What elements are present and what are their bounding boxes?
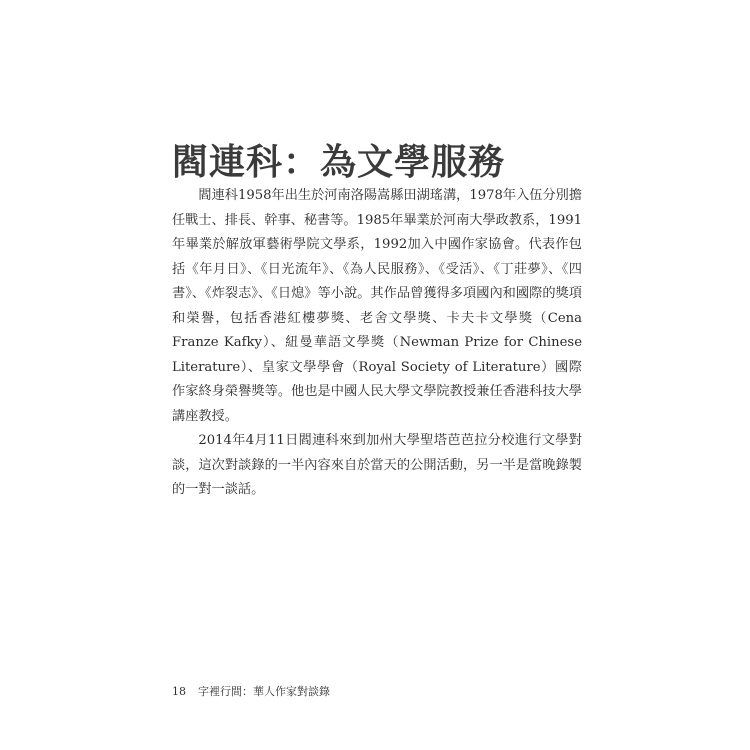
- page-footer: [172, 683, 330, 699]
- paragraph-biography: 閻連科1958年出生於河南洛陽嵩縣田湖瑤溝，1978年入伍分別擔任戰士、排長、幹事、秘書等。1985年畢業於河南大學政教系，1991年畢業於解放軍藝術學院文學系，1992加入中國作家協會。代表作包括《年月日》、《日光流年》、《為人民服務》、《受活》、《丁莊夢》、《四書》、《炸裂志》、《日熄》等小說。其作品曾獲得多項國內和國際的獎項和榮譽，包括香港紅樓夢獎、老舍文學獎、卡夫卡文學獎（Cena Franze Kafky）、紐曼華語文學獎（Newman Prize for Chinese Literature）、皇家文學學會（Royal Society of Literature）國際作家終身榮譽獎等。他也是中國人民大學文學院教授兼任香港科技大學講座教授。: [172, 188, 583, 424]
- running-book-title: 字裡行間：華人作家對談錄: [198, 685, 330, 698]
- body-text: [172, 184, 582, 503]
- page-number: 18: [172, 685, 186, 698]
- paragraph-event: 2014年4月11日閻連科來到加州大學聖塔芭芭拉分校進行文學對談，這次對談錄的一半內容來自於當天的公開活動，另一半是當晚錄製的一對一談話。: [172, 433, 582, 497]
- chapter-title: 閻連科：為文學服務: [172, 142, 506, 184]
